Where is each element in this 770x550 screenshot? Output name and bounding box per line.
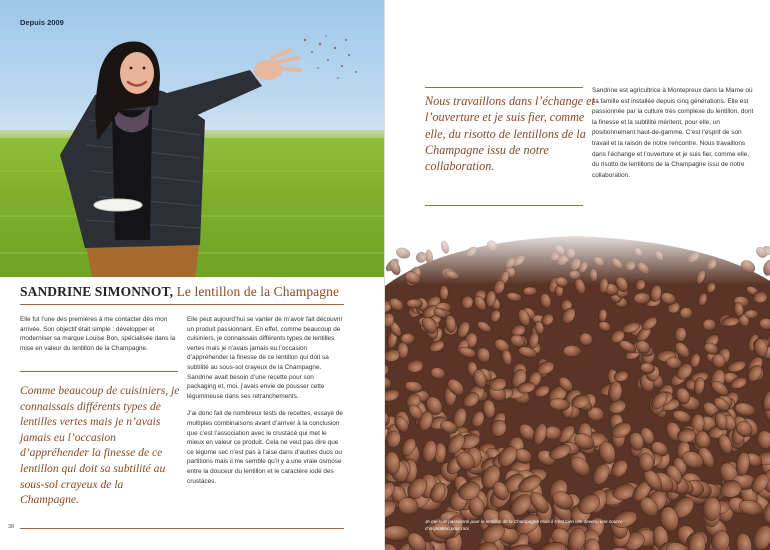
since-badge: Depuis 2009 xyxy=(20,18,64,27)
main-column xyxy=(187,315,344,494)
lentils-illustration xyxy=(385,226,770,550)
bottom-rule xyxy=(20,528,344,529)
quote-rule-top xyxy=(20,371,178,372)
right-pull-quote: Nous travaillons dans l’échange et l’ouverture et je suis fier, comme elle, du risotto de lentillons de la Champagne issu de notre collaboration. xyxy=(425,94,595,174)
title-name: SANDRINE SIMONNOT, xyxy=(20,284,174,299)
lentils-photo xyxy=(385,226,770,550)
farmer-illustration xyxy=(0,0,385,277)
right-paragraph: Sandrine est agricultrice à Montepreux dans la Marne où sa famille est installée depuis cinq générations. Elle est passionnée par la culture très complexe du lentillon, dont la finesse et la subtilité méritent, pour elle, un positionnement haut-de-gamme. C’est l’esprit de son travail et la raison de notre rencontre. Nous travaillons dans l’échange et l’ouverture et je suis fier, comme elle, du risotto de lentillons de la Champagne issu de notre collaboration. xyxy=(592,87,754,179)
right-page xyxy=(385,0,770,550)
page-number: 38 xyxy=(8,524,15,530)
title-rule xyxy=(20,304,344,305)
left-pull-quote: Comme beaucoup de cuisiniers, je connaissais différents types de lentilles vertes mais je n’avais jamais eu l’occasion d’appréhender la finesse de ce lentillon qui doit sa subtilité au sous-sol crayeux de la Champagne. xyxy=(20,384,180,507)
farmer-photo xyxy=(0,0,385,277)
photo-caption: Je me suis passionné pour le lentillon de la Champagne mais il s’est bien vite devenu une source d’inspiration pour moi. xyxy=(425,519,623,531)
right-quote-rule-top xyxy=(425,87,583,88)
intro-paragraph: Elle fut l’une des premières à me contacter dès mon arrivée. Son objectif était simple : développer et moderniser sa marque Louise Bon, spécialisée dans la mise en valeur du lentillon de la Champagne. xyxy=(20,316,176,352)
title-subtitle: Le lentillon de la Champagne xyxy=(176,284,340,299)
article-title xyxy=(20,284,342,300)
paragraph: Elle peut aujourd’hui se vanter de m’avoir fait découvrir un produit passionnant. En effet, comme beaucoup de cuisiniers, je connaissais différents types de lentilles vertes mais je n’avais jamais eu l’occasion d’appréhender la finesse de ce lentillon qui doit sa subtilité au sous-sol crayeux de la Champagne. Sandrine avait besoin d’une recette pour son packaging et, moi, j’avais envie de pousser cette légumineuse dans ses retranchements. xyxy=(187,316,343,400)
right-quote-rule-bottom xyxy=(425,205,583,206)
intro-column xyxy=(20,315,178,353)
paragraph: J’ai donc fait de nombreux tests de recettes, essayé de multiples combinaisons avant d’arriver à la conclusion que c’est l’association avec le crustacé qui met le mieux en valeur ce produit. Cela ne veut pas dire que ce légume sec n’est pas à l’aise dans d’autres duos ou partitions mais il me semble qu’il y a une vraie osmose entre la douceur du lentillon et le caractère iodé des crustacés. xyxy=(187,410,343,485)
